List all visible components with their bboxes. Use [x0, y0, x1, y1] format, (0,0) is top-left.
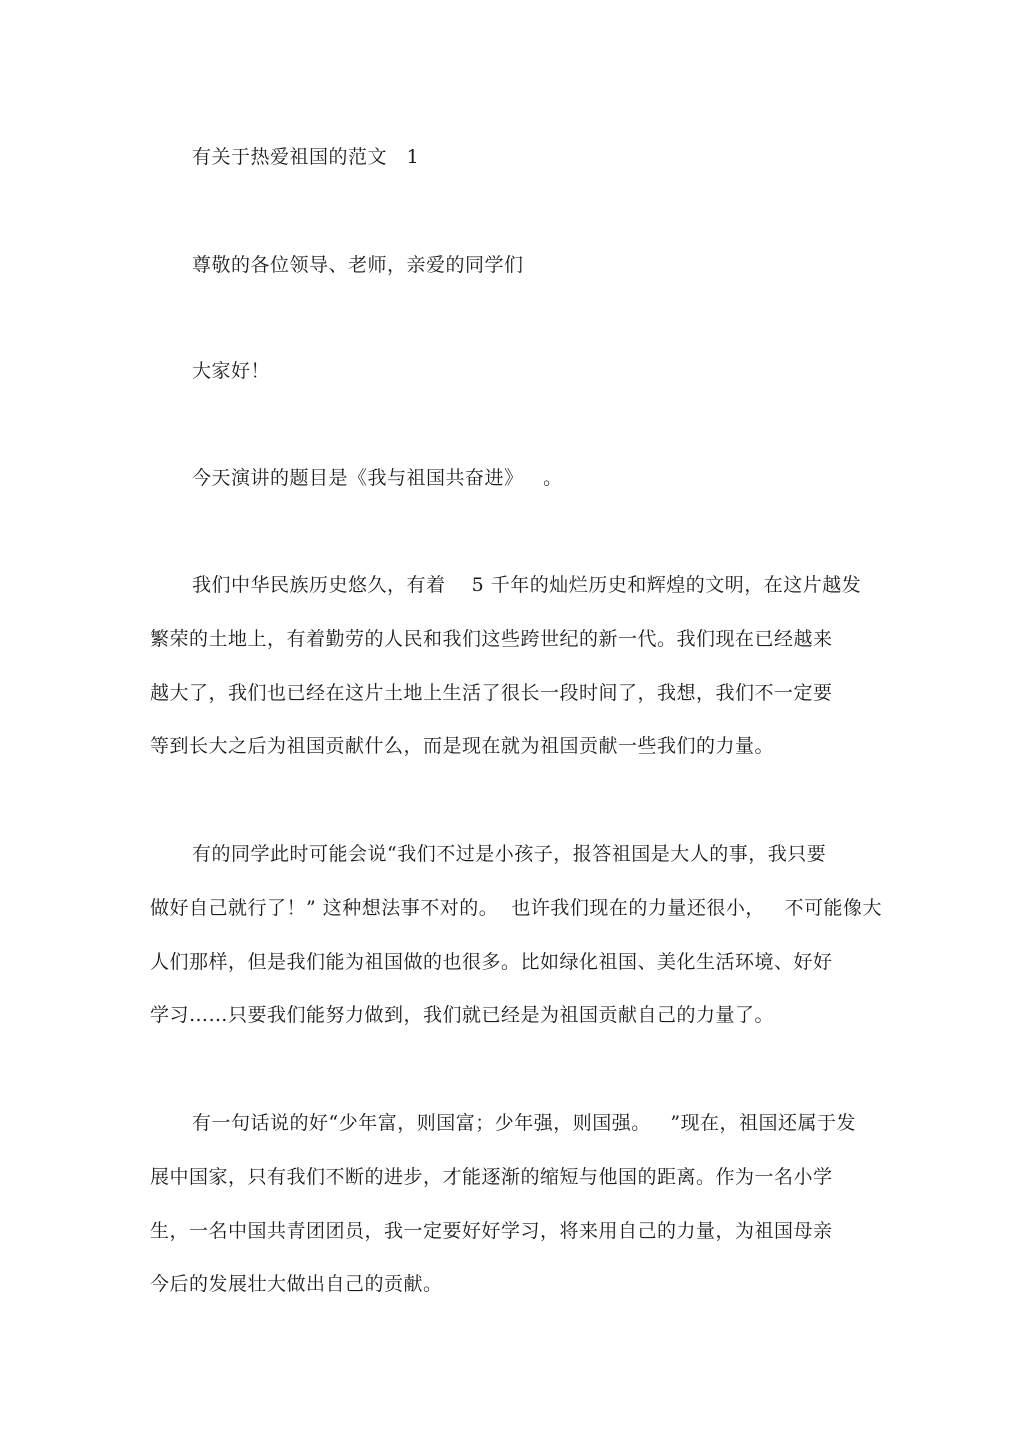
- topic-line: 今天演讲的题目是《我与祖国共奋进》 。: [192, 467, 563, 489]
- paragraph-2-line-4: 学习……只要我们能努力做到，我们就已经是为祖国贡献自己的力量了。: [150, 1004, 775, 1026]
- salutation-line: 大家好！: [192, 360, 271, 382]
- paragraph-2-line-1: 有的同学此时可能会说“我们不过是小孩子，报答祖国是大人的事，我只要: [192, 843, 827, 865]
- paragraph-1-line-2: 繁荣的土地上，有着勤劳的人民和我们这些跨世纪的新一代。我们现在已经越来: [150, 628, 833, 650]
- paragraph-3-line-2: 展中国家，只有我们不断的进步，才能逐渐的缩短与他国的距离。作为一名小学: [150, 1166, 833, 1188]
- paragraph-3-line-4: 今后的发展壮大做出自己的贡献。: [150, 1273, 443, 1295]
- paragraph-1-line-3: 越大了，我们也已经在这片土地上生活了很长一段时间了，我想，我们不一定要: [150, 682, 833, 704]
- paragraph-1-line-4: 等到长大之后为祖国贡献什么，而是现在就为祖国贡献一些我们的力量。: [150, 735, 775, 757]
- paragraph-1-line-1: 我们中华民族历史悠久，有着 5 千年的灿烂历史和辉煌的文明，在这片越发: [192, 574, 862, 596]
- paragraph-3-line-1: 有一句话说的好“少年富，则国富；少年强，则国强。 ”现在，祖国还属于发: [192, 1112, 857, 1134]
- paragraph-2-line-3: 人们那样，但是我们能为祖国做的也很多。比如绿化祖国、美化生活环境、好好: [150, 951, 833, 973]
- paragraph-2-line-2: 做好自己就行了！” 这种想法事不对的。 也许我们现在的力量还很小， 不可能像大: [150, 897, 882, 919]
- paragraph-3-line-3: 生，一名中国共青团团员，我一定要好好学习，将来用自己的力量，为祖国母亲: [150, 1220, 833, 1242]
- greeting-line: 尊敬的各位领导、老师，亲爱的同学们: [192, 254, 524, 276]
- document-title: 有关于热爱祖国的范文 1: [192, 146, 420, 168]
